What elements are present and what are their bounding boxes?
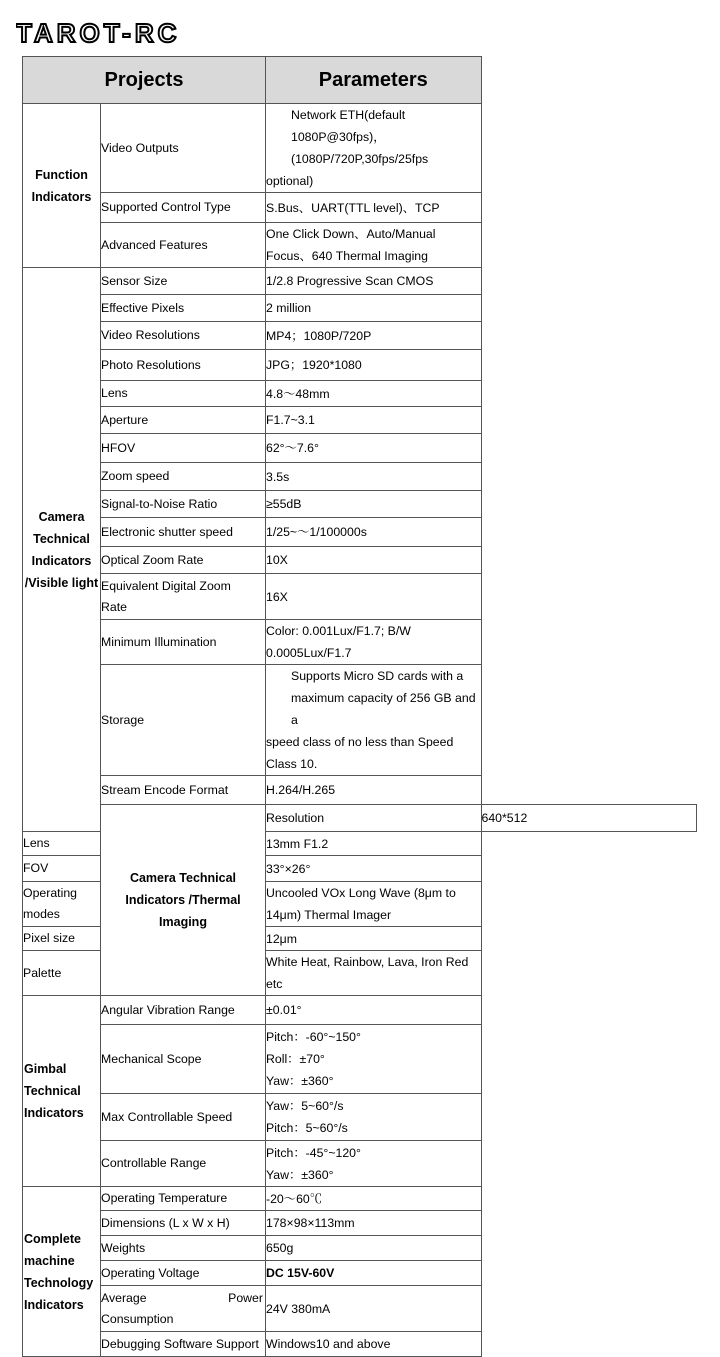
header-row bbox=[23, 57, 697, 104]
table-row bbox=[23, 547, 697, 574]
param-label: Signal-to-Noise Ratio bbox=[101, 491, 266, 518]
param-value: 4.8～48mm bbox=[266, 381, 482, 407]
value-line: Pitch：5~60°/s bbox=[266, 1121, 348, 1135]
param-label: Resolution bbox=[266, 805, 482, 832]
param-value: 62°～7.6° bbox=[266, 434, 482, 463]
label-line: Equivalent Digital Zoom bbox=[101, 578, 231, 593]
group-gimbal: Gimbal Technical Indicators bbox=[23, 996, 101, 1187]
param-label: Controllable Range bbox=[101, 1141, 266, 1187]
table-row bbox=[23, 1261, 697, 1286]
param-label bbox=[101, 1286, 266, 1332]
param-value: 3.5s bbox=[266, 463, 482, 491]
param-value bbox=[266, 1094, 482, 1141]
label-line bbox=[101, 1288, 265, 1309]
table-row bbox=[23, 381, 697, 407]
param-value: 24V 380mA bbox=[266, 1286, 482, 1332]
value-line: Yaw：±360° bbox=[266, 1074, 334, 1088]
param-value: 650g bbox=[266, 1236, 482, 1261]
value-line: Supports Micro SD cards with a maximum capacity of 256 GB and a bbox=[291, 669, 476, 727]
label-word: Power bbox=[228, 1290, 263, 1305]
table-row bbox=[23, 518, 697, 547]
param-value: MP4；1080P/720P bbox=[266, 322, 482, 350]
param-label: Operating modes bbox=[23, 882, 101, 927]
param-value: Windows10 and above bbox=[266, 1332, 482, 1357]
table-row bbox=[23, 776, 697, 805]
value-line: optional) bbox=[266, 174, 314, 188]
param-value: 178×98×113mm bbox=[266, 1211, 482, 1236]
param-value: JPG；1920*1080 bbox=[266, 350, 482, 381]
param-label: Electronic shutter speed bbox=[101, 518, 266, 547]
header-projects: Projects bbox=[23, 57, 266, 104]
param-value: 10X bbox=[266, 547, 482, 574]
param-label: Effective Pixels bbox=[101, 295, 266, 322]
table-row bbox=[23, 1187, 697, 1211]
param-label: Advanced Features bbox=[101, 223, 266, 268]
table-row bbox=[23, 574, 697, 620]
param-label: Angular Vibration Range bbox=[101, 996, 266, 1025]
param-label: Photo Resolutions bbox=[101, 350, 266, 381]
group-camera-visible: Camera Technical Indicators /Visible light bbox=[23, 268, 101, 832]
param-label: Pixel size bbox=[23, 927, 101, 951]
param-value: 1/25~～1/100000s bbox=[266, 518, 482, 547]
param-label: Max Controllable Speed bbox=[101, 1094, 266, 1141]
param-label: Debugging Software Support bbox=[101, 1332, 266, 1357]
param-value: 640*512 bbox=[481, 805, 697, 832]
param-value: Uncooled VOx Long Wave (8μm to 14μm) Thermal Imager bbox=[266, 882, 482, 927]
param-label: Zoom speed bbox=[101, 463, 266, 491]
value-line: Pitch：-45°~120° bbox=[266, 1145, 361, 1160]
param-label: Operating Voltage bbox=[101, 1261, 266, 1286]
value-line: Roll：±70° bbox=[266, 1052, 325, 1066]
param-value: 13mm F1.2 bbox=[266, 832, 482, 856]
table-row bbox=[23, 1094, 697, 1141]
spec-table bbox=[22, 56, 697, 1357]
param-label: Lens bbox=[23, 832, 101, 856]
table-row bbox=[23, 491, 697, 518]
table-row bbox=[23, 1211, 697, 1236]
param-value: ±0.01° bbox=[266, 996, 482, 1025]
param-label bbox=[101, 574, 266, 620]
label-line: Consumption bbox=[101, 1311, 174, 1326]
table-row bbox=[23, 1332, 697, 1357]
param-label: Dimensions (L x W x H) bbox=[101, 1211, 266, 1236]
param-label: FOV bbox=[23, 856, 101, 882]
param-value: H.264/H.265 bbox=[266, 776, 482, 805]
param-value: 33°×26° bbox=[266, 856, 482, 882]
value-line: Yaw：±360° bbox=[266, 1167, 334, 1182]
table-row bbox=[23, 1236, 697, 1261]
param-value: -20～60℃ bbox=[266, 1187, 482, 1211]
param-value: DC 15V-60V bbox=[266, 1261, 482, 1286]
table-row bbox=[23, 996, 697, 1025]
table-row bbox=[23, 268, 697, 295]
tarot-rc-logo bbox=[16, 18, 264, 46]
param-value: F1.7~3.1 bbox=[266, 407, 482, 434]
table-row bbox=[23, 665, 697, 776]
table-row bbox=[23, 1141, 697, 1187]
param-value: 16X bbox=[266, 574, 482, 620]
param-label: Video Outputs bbox=[101, 104, 266, 193]
svg-text:TAROT-RC: TAROT-RC bbox=[16, 18, 181, 46]
param-label: Minimum Illumination bbox=[101, 620, 266, 665]
value-line: Yaw：5~60°/s bbox=[266, 1099, 344, 1113]
table-row bbox=[23, 463, 697, 491]
param-label: Palette bbox=[23, 951, 101, 996]
table-row bbox=[23, 104, 697, 193]
table-row bbox=[23, 223, 697, 268]
param-value bbox=[266, 1025, 482, 1094]
param-value: One Click Down、Auto/Manual Focus、640 Thermal Imaging bbox=[266, 223, 482, 268]
header-parameters: Parameters bbox=[266, 57, 482, 104]
param-value: White Heat, Rainbow, Lava, Iron Red etc bbox=[266, 951, 482, 996]
table-row bbox=[23, 407, 697, 434]
table-row bbox=[23, 193, 697, 223]
param-label: Stream Encode Format bbox=[101, 776, 266, 805]
param-label: Sensor Size bbox=[101, 268, 266, 295]
param-value bbox=[266, 665, 482, 776]
table-row bbox=[23, 620, 697, 665]
value-line: Pitch：-60°~150° bbox=[266, 1030, 361, 1044]
param-value bbox=[266, 104, 482, 193]
label-word: Average bbox=[101, 1290, 147, 1305]
table-row bbox=[23, 1025, 697, 1094]
param-label: Optical Zoom Rate bbox=[101, 547, 266, 574]
group-function: Function Indicators bbox=[23, 104, 101, 268]
table-row bbox=[23, 434, 697, 463]
param-value: 2 million bbox=[266, 295, 482, 322]
param-label: Mechanical Scope bbox=[101, 1025, 266, 1094]
param-label: Video Resolutions bbox=[101, 322, 266, 350]
value-line: speed class of no less than Speed Class 10. bbox=[266, 735, 454, 771]
param-label: Operating Temperature bbox=[101, 1187, 266, 1211]
param-label: Lens bbox=[101, 381, 266, 407]
table-row bbox=[23, 350, 697, 381]
param-value: 1/2.8 Progressive Scan CMOS bbox=[266, 268, 482, 295]
param-label: HFOV bbox=[101, 434, 266, 463]
group-complete: Complete machine Technology Indicators bbox=[23, 1187, 101, 1357]
param-value: S.Bus、UART(TTL level)、TCP bbox=[266, 193, 482, 223]
param-value: ≥55dB bbox=[266, 491, 482, 518]
param-label: Aperture bbox=[101, 407, 266, 434]
param-value: 12μm bbox=[266, 927, 482, 951]
param-value: Color: 0.001Lux/F1.7; B/W 0.0005Lux/F1.7 bbox=[266, 620, 482, 665]
param-label: Storage bbox=[101, 665, 266, 776]
table-row bbox=[23, 1286, 697, 1332]
value-line: Network ETH(default 1080P@30fps)，(1080P/720P,30fps/25fps bbox=[291, 108, 429, 166]
label-line: Rate bbox=[101, 599, 127, 614]
param-label: Weights bbox=[101, 1236, 266, 1261]
param-value bbox=[266, 1141, 482, 1187]
table-row bbox=[23, 322, 697, 350]
table-row bbox=[23, 805, 697, 832]
param-label: Supported Control Type bbox=[101, 193, 266, 223]
group-camera-thermal: Camera Technical Indicators /Thermal Imaging bbox=[101, 805, 266, 996]
table-row bbox=[23, 295, 697, 322]
